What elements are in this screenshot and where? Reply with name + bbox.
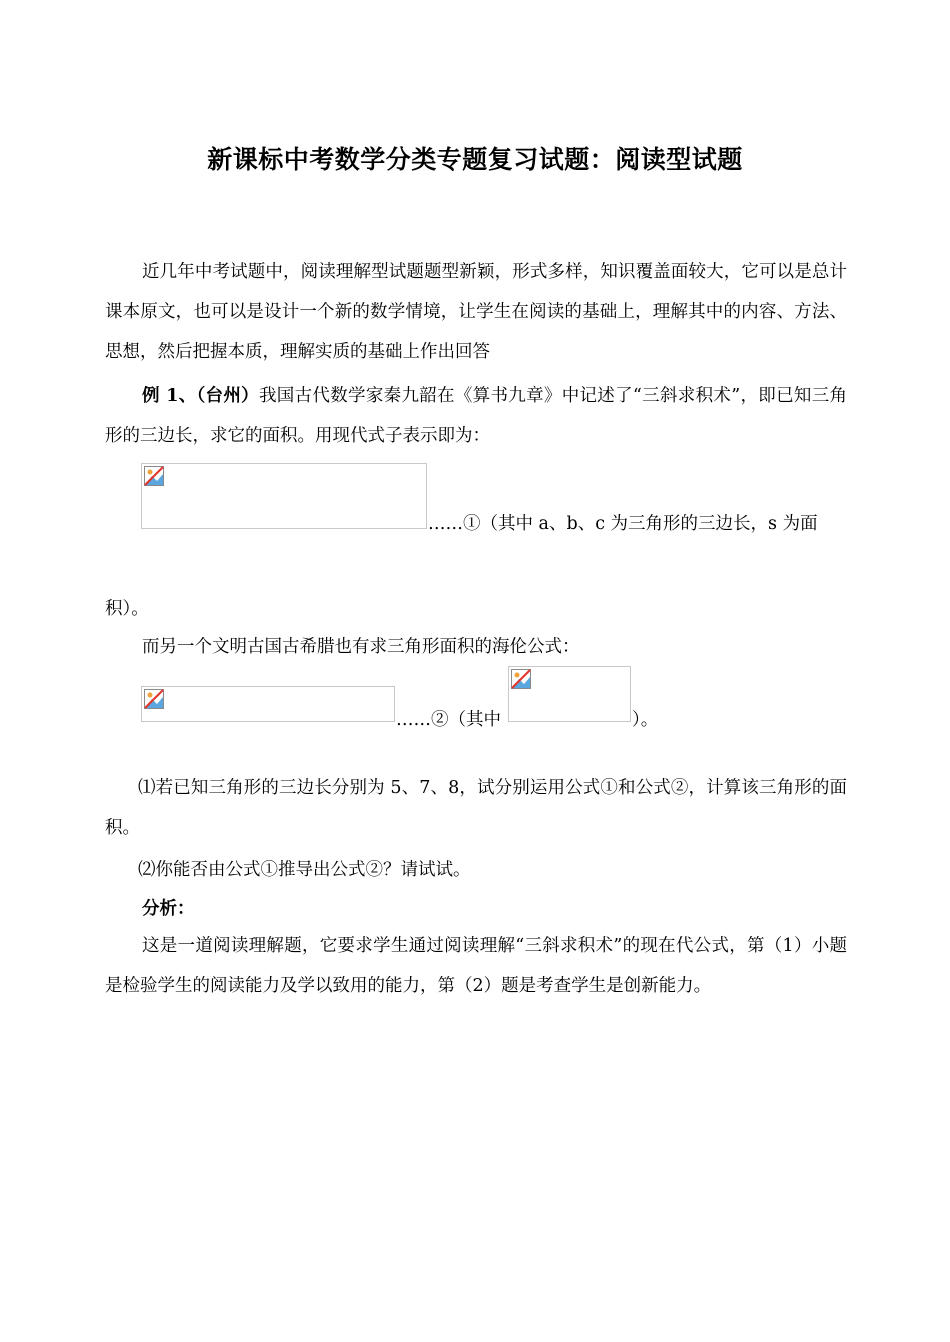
analysis-label: 分析： <box>142 899 195 919</box>
question-1: ⑴若已知三角形的三边长分别为 5、7、8，试分别运用公式①和公式②，计算该三角形的面积。 <box>105 778 847 838</box>
semi-perimeter-image <box>508 666 631 722</box>
example-label: 例 1、（台州） <box>142 386 259 406</box>
formula-1-image <box>141 463 427 529</box>
formula-2-mid: ……②（其中 <box>396 710 501 730</box>
broken-image-icon <box>144 689 164 709</box>
analysis-paragraph: 这是一道阅读理解题，它要求学生通过阅读理解“三斜求积术”的现在代公式，第（1）小题是检验学生的阅读能力及学以致用的能力，第（2）题是考查学生是创新能力。 <box>105 936 847 996</box>
heron-intro: 而另一个文明古国古希腊也有求三角形面积的海伦公式： <box>142 637 580 657</box>
formula-1-wrap: 积）。 <box>105 599 149 619</box>
example-text: 我国古代数学家秦九韶在《算书九章》中记述了“三斜求积术”，即已知三角形的三边长，求它的面积。用现代式子表示即为： <box>105 386 847 446</box>
question-2: ⑵你能否由公式①推导出公式②？请试试。 <box>138 860 471 880</box>
formula-2-image <box>141 686 395 722</box>
intro-paragraph: 近几年中考试题中，阅读理解型试题题型新颖，形式多样，知识覆盖面较大，它可以是总计课本原文，也可以是设计一个新的数学情境，让学生在阅读的基础上，理解其中的内容、方法、思想，然后把握本质，理解实质的基础上作出回答 <box>105 262 847 362</box>
broken-image-icon <box>511 669 531 689</box>
broken-image-icon <box>144 466 164 486</box>
formula-1-suffix: ……①（其中 a、b、c 为三角形的三边长，s 为面 <box>428 514 818 534</box>
page-title: 新课标中考数学分类专题复习试题：阅读型试题 <box>207 145 743 174</box>
formula-2-end: ）。 <box>632 710 659 730</box>
example-paragraph <box>105 376 847 456</box>
